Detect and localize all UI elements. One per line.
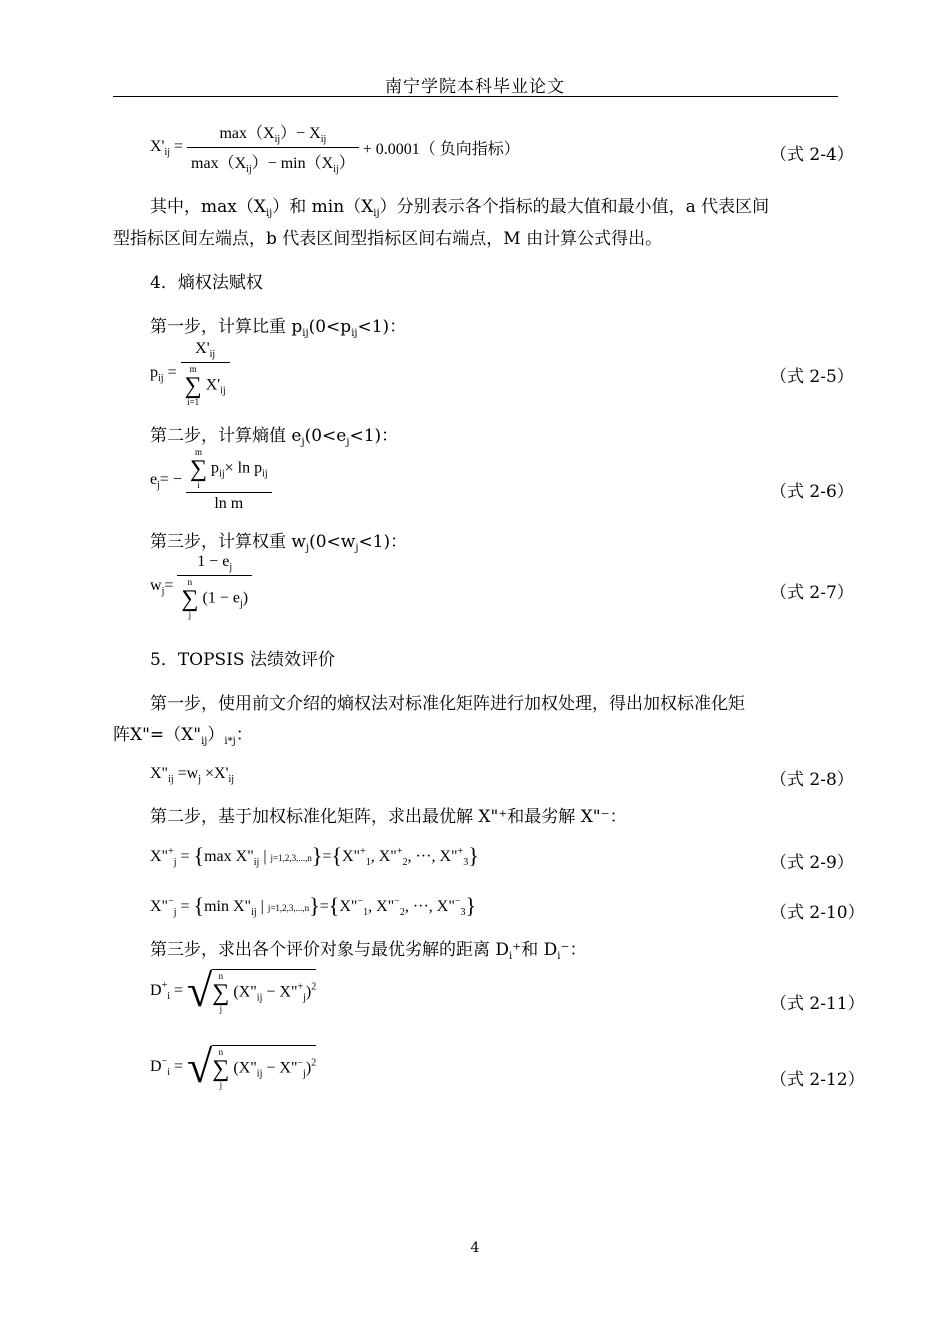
equation-label-2-10: （式 2-10） bbox=[770, 903, 865, 923]
equation-2-7: $w_j=$ $1 - e_j$ n ∑ j $(1 - e_j)$ bbox=[150, 553, 252, 620]
topsis-step1-line2: 阵$X"=(X"_{ij})_{i*j}$： bbox=[113, 725, 253, 747]
equation-label-2-12: （式 2-12） bbox=[770, 1070, 865, 1090]
equation-2-4: $X'_{ij}$ = $\frac{\max(X_{ij})- X_{ij}}{\max(X_{ij})- \min(X_{ij})}$ + 0.0001（ 负向指标） bbox=[150, 125, 520, 175]
page-number: 4 bbox=[470, 1240, 480, 1256]
equation-2-11: $D^+_i$ = √ n ∑ j ($X"_{ij}$ − $X"^+_j)^2$ bbox=[150, 965, 317, 1016]
step3-text: 第三步，计算权重 $w_j(0<w_j<1)$： bbox=[150, 532, 408, 554]
equation-label-2-9: （式 2-9） bbox=[770, 853, 854, 873]
equation-2-6: $e_j=$ − m ∑ i $p_{ij}\times \ln p_{ij}$ ln m bbox=[150, 448, 272, 513]
equation-label-2-5: （式 2-5） bbox=[770, 367, 854, 387]
topsis-step3: 第三步，求出各个评价对象与最优劣解的距离 $D_i^+$和 $D_i^-$： bbox=[150, 940, 587, 962]
equation-2-12: $D^-_i$ = √ n ∑ j ($X"_{ij}$ − $X"^-_j)^2$ bbox=[150, 1041, 317, 1092]
equation-label-2-4: （式 2-4） bbox=[770, 145, 854, 165]
equation-label-2-7: （式 2-7） bbox=[770, 583, 854, 603]
page-header: 南宁学院本科毕业论文 bbox=[385, 77, 565, 97]
topsis-step2: 第二步，基于加权标准化矩阵，求出最优解 X"⁺和最劣解 X"⁻： bbox=[150, 807, 627, 827]
paragraph-definition-cont: 型指标区间左端点，b 代表区间型指标区间右端点，M 由计算公式得出。 bbox=[113, 229, 663, 249]
section-heading-5: 5．TOPSIS 法绩效评价 bbox=[150, 650, 335, 670]
section-heading-4: 4．熵权法赋权 bbox=[150, 273, 263, 293]
step1-text: 第一步，计算比重 $p_{ij}(0<p_{ij}<1)$： bbox=[150, 317, 407, 339]
equation-label-2-6: （式 2-6） bbox=[770, 482, 854, 502]
topsis-step1-line1: 第一步，使用前文介绍的熵权法对标准化矩阵进行加权处理，得出加权标准化矩 bbox=[150, 694, 745, 714]
header-rule bbox=[113, 96, 838, 97]
equation-2-9: $X"^+_j = \{\max$ $X"_{ij}$ | $j=1,2,3,...,n\}=\{X"^+_1$, $X"^+_2$, ···, $X"^+_3$} bbox=[150, 843, 479, 868]
step2-text: 第二步，计算熵值 $e_j(0<e_j<1)$： bbox=[150, 426, 399, 448]
equation-2-10: $X"^-_j = \{\min$ $X"_{ij}$ | $j=1,2,3,...,n\}=\{X"^-_1$, $X"^-_2$, ···, $X"^-_3$} bbox=[150, 893, 477, 918]
equation-label-2-8: （式 2-8） bbox=[770, 770, 854, 790]
equation-2-5: $p_{ij}$ = $X'_{ij}$ m ∑ i=1 $X'_{ij}$ bbox=[150, 340, 230, 407]
equation-label-2-11: （式 2-11） bbox=[770, 994, 865, 1014]
paragraph-definition: 其中，$\max(X_{ij})$和 $\min(X_{ij})$分别表示各个指标的最大值和最小值，a 代表区间 bbox=[150, 197, 770, 219]
equation-2-8: $X"_{ij} =w_j \times X'_{ij}$ bbox=[150, 765, 235, 785]
